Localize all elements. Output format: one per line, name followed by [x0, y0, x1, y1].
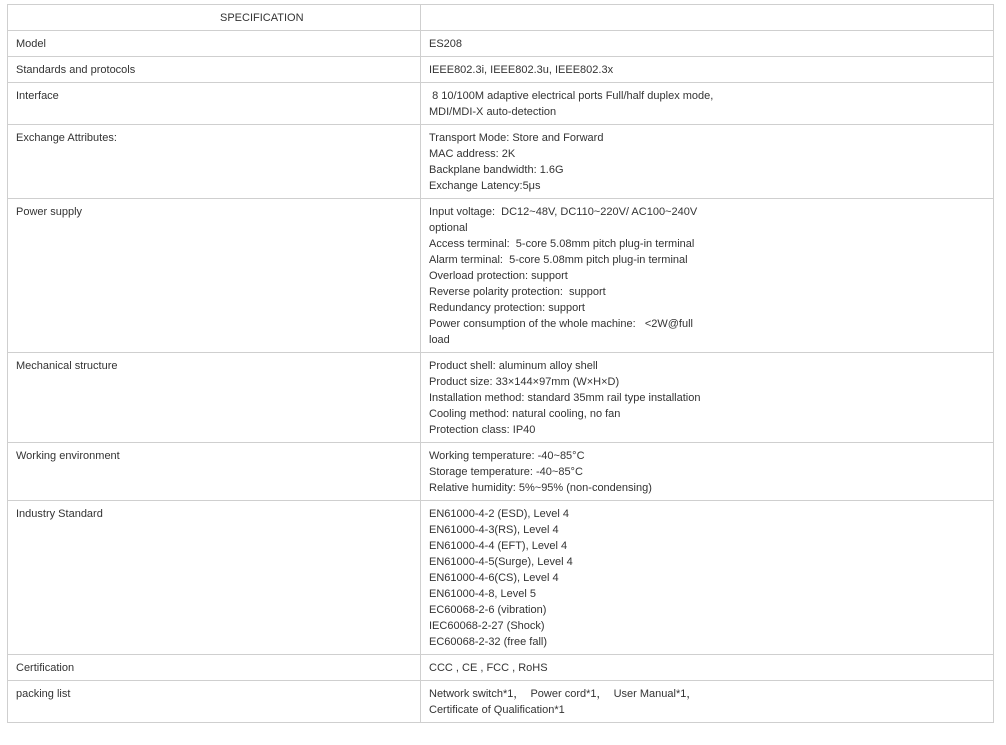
spec-value-lines — [429, 448, 714, 496]
spec-value-line: Backplane bandwidth: 1.6G — [429, 164, 564, 176]
spec-value-line: Reverse polarity protection: support — [429, 286, 606, 298]
table-row — [8, 125, 994, 199]
spec-value-lines — [429, 36, 714, 52]
spec-label: Power supply — [8, 199, 421, 353]
spec-label: Mechanical structure — [8, 353, 421, 443]
spec-value-line: Overload protection: support — [429, 270, 568, 282]
spec-value — [421, 199, 994, 353]
spec-value-lines — [429, 204, 714, 348]
spec-label: Industry Standard — [8, 501, 421, 655]
spec-label: Model — [8, 31, 421, 57]
spec-value — [421, 655, 994, 681]
spec-value-lines — [429, 62, 714, 78]
spec-value-line: EN61000-4-2 (ESD), Level 4 — [429, 508, 570, 520]
spec-value-line: Access terminal: 5-core 5.08mm pitch plug-in terminal — [429, 238, 695, 250]
spec-value — [421, 31, 994, 57]
spec-value-lines — [429, 358, 714, 438]
spec-value-lines — [429, 88, 717, 120]
spec-label: Standards and protocols — [8, 57, 421, 83]
table-row — [8, 655, 994, 681]
spec-value-line: EN61000-4-8, Level 5 — [429, 588, 537, 600]
spec-value-line: Working temperature: -40~85°C — [429, 450, 585, 462]
spec-value-line: IEEE802.3i, IEEE802.3u, IEEE802.3x — [429, 64, 614, 76]
table-row — [8, 83, 994, 125]
spec-value-line: EN61000-4-6(CS), Level 4 — [429, 572, 559, 584]
spec-value-line: Product shell: aluminum alloy shell — [429, 360, 598, 372]
spec-value-line: CCC , CE , FCC , RoHS — [429, 662, 548, 674]
spec-value-line: Alarm terminal: 5-core 5.08mm pitch plug-in terminal — [429, 254, 688, 266]
spec-value — [421, 501, 994, 655]
spec-value-line: Protection class: IP40 — [429, 424, 536, 436]
spec-value — [421, 125, 994, 199]
table-row — [8, 199, 994, 353]
spec-label: Working environment — [8, 443, 421, 501]
spec-value-line: Power consumption of the whole machine: <2W@full load — [429, 318, 697, 346]
spec-value-line: Relative humidity: 5%~95% (non-condensing) — [429, 482, 652, 494]
spec-value-line: Exchange Latency:5μs — [429, 180, 541, 192]
spec-value — [421, 57, 994, 83]
spec-value-line: Transport Mode: Store and Forward — [429, 132, 604, 144]
spec-value — [421, 443, 994, 501]
specification-table-body — [8, 5, 994, 723]
spec-value-line: Product size: 33×144×97mm (W×H×D) — [429, 376, 620, 388]
table-row — [8, 501, 994, 655]
spec-value-line: Cooling method: natural cooling, no fan — [429, 408, 621, 420]
table-header-row — [8, 5, 994, 31]
spec-value-lines — [429, 130, 714, 194]
spec-value-line: Installation method: standard 35mm rail type installation — [429, 392, 701, 404]
spec-label: Exchange Attributes: — [8, 125, 421, 199]
spec-value — [421, 681, 994, 723]
spec-value-lines — [429, 660, 714, 676]
table-row — [8, 681, 994, 723]
spec-value-line: MAC address: 2K — [429, 148, 516, 160]
spec-value-line: Input voltage: DC12~48V, DC110~220V/ AC100~240V optional — [429, 206, 701, 234]
spec-value-line: EN61000-4-5(Surge), Level 4 — [429, 556, 573, 568]
spec-value-line: EN61000-4-4 (EFT), Level 4 — [429, 540, 568, 552]
spec-value-line: Storage temperature: -40~85°C — [429, 466, 583, 478]
spec-value — [421, 353, 994, 443]
spec-value-lines — [429, 686, 714, 718]
spec-label: Certification — [8, 655, 421, 681]
table-row — [8, 353, 994, 443]
spec-value — [421, 83, 994, 125]
table-row — [8, 443, 994, 501]
specification-table — [7, 4, 994, 723]
spec-label: packing list — [8, 681, 421, 723]
spec-value-line: ES208 — [429, 38, 463, 50]
table-row — [8, 57, 994, 83]
spec-value-line: EC60068-2-32 (free fall) — [429, 636, 548, 648]
spec-value-line: EC60068-2-6 (vibration) — [429, 604, 547, 616]
specification-title: SPECIFICATION — [8, 5, 421, 31]
header-empty-cell — [421, 5, 994, 31]
spec-label: Interface — [8, 83, 421, 125]
table-row — [8, 31, 994, 57]
spec-value-line: 8 10/100M adaptive electrical ports Full/half duplex mode, MDI/MDI-X auto-detection — [429, 90, 717, 118]
spec-value-line: Network switch*1， Power cord*1， User Manual*1， Certificate of Qualification*1 — [429, 688, 704, 716]
spec-value-lines — [429, 506, 714, 650]
spec-value-line: IEC60068-2-27 (Shock) — [429, 620, 545, 632]
spec-value-line: Redundancy protection: support — [429, 302, 585, 314]
spec-value-line: EN61000-4-3(RS), Level 4 — [429, 524, 559, 536]
